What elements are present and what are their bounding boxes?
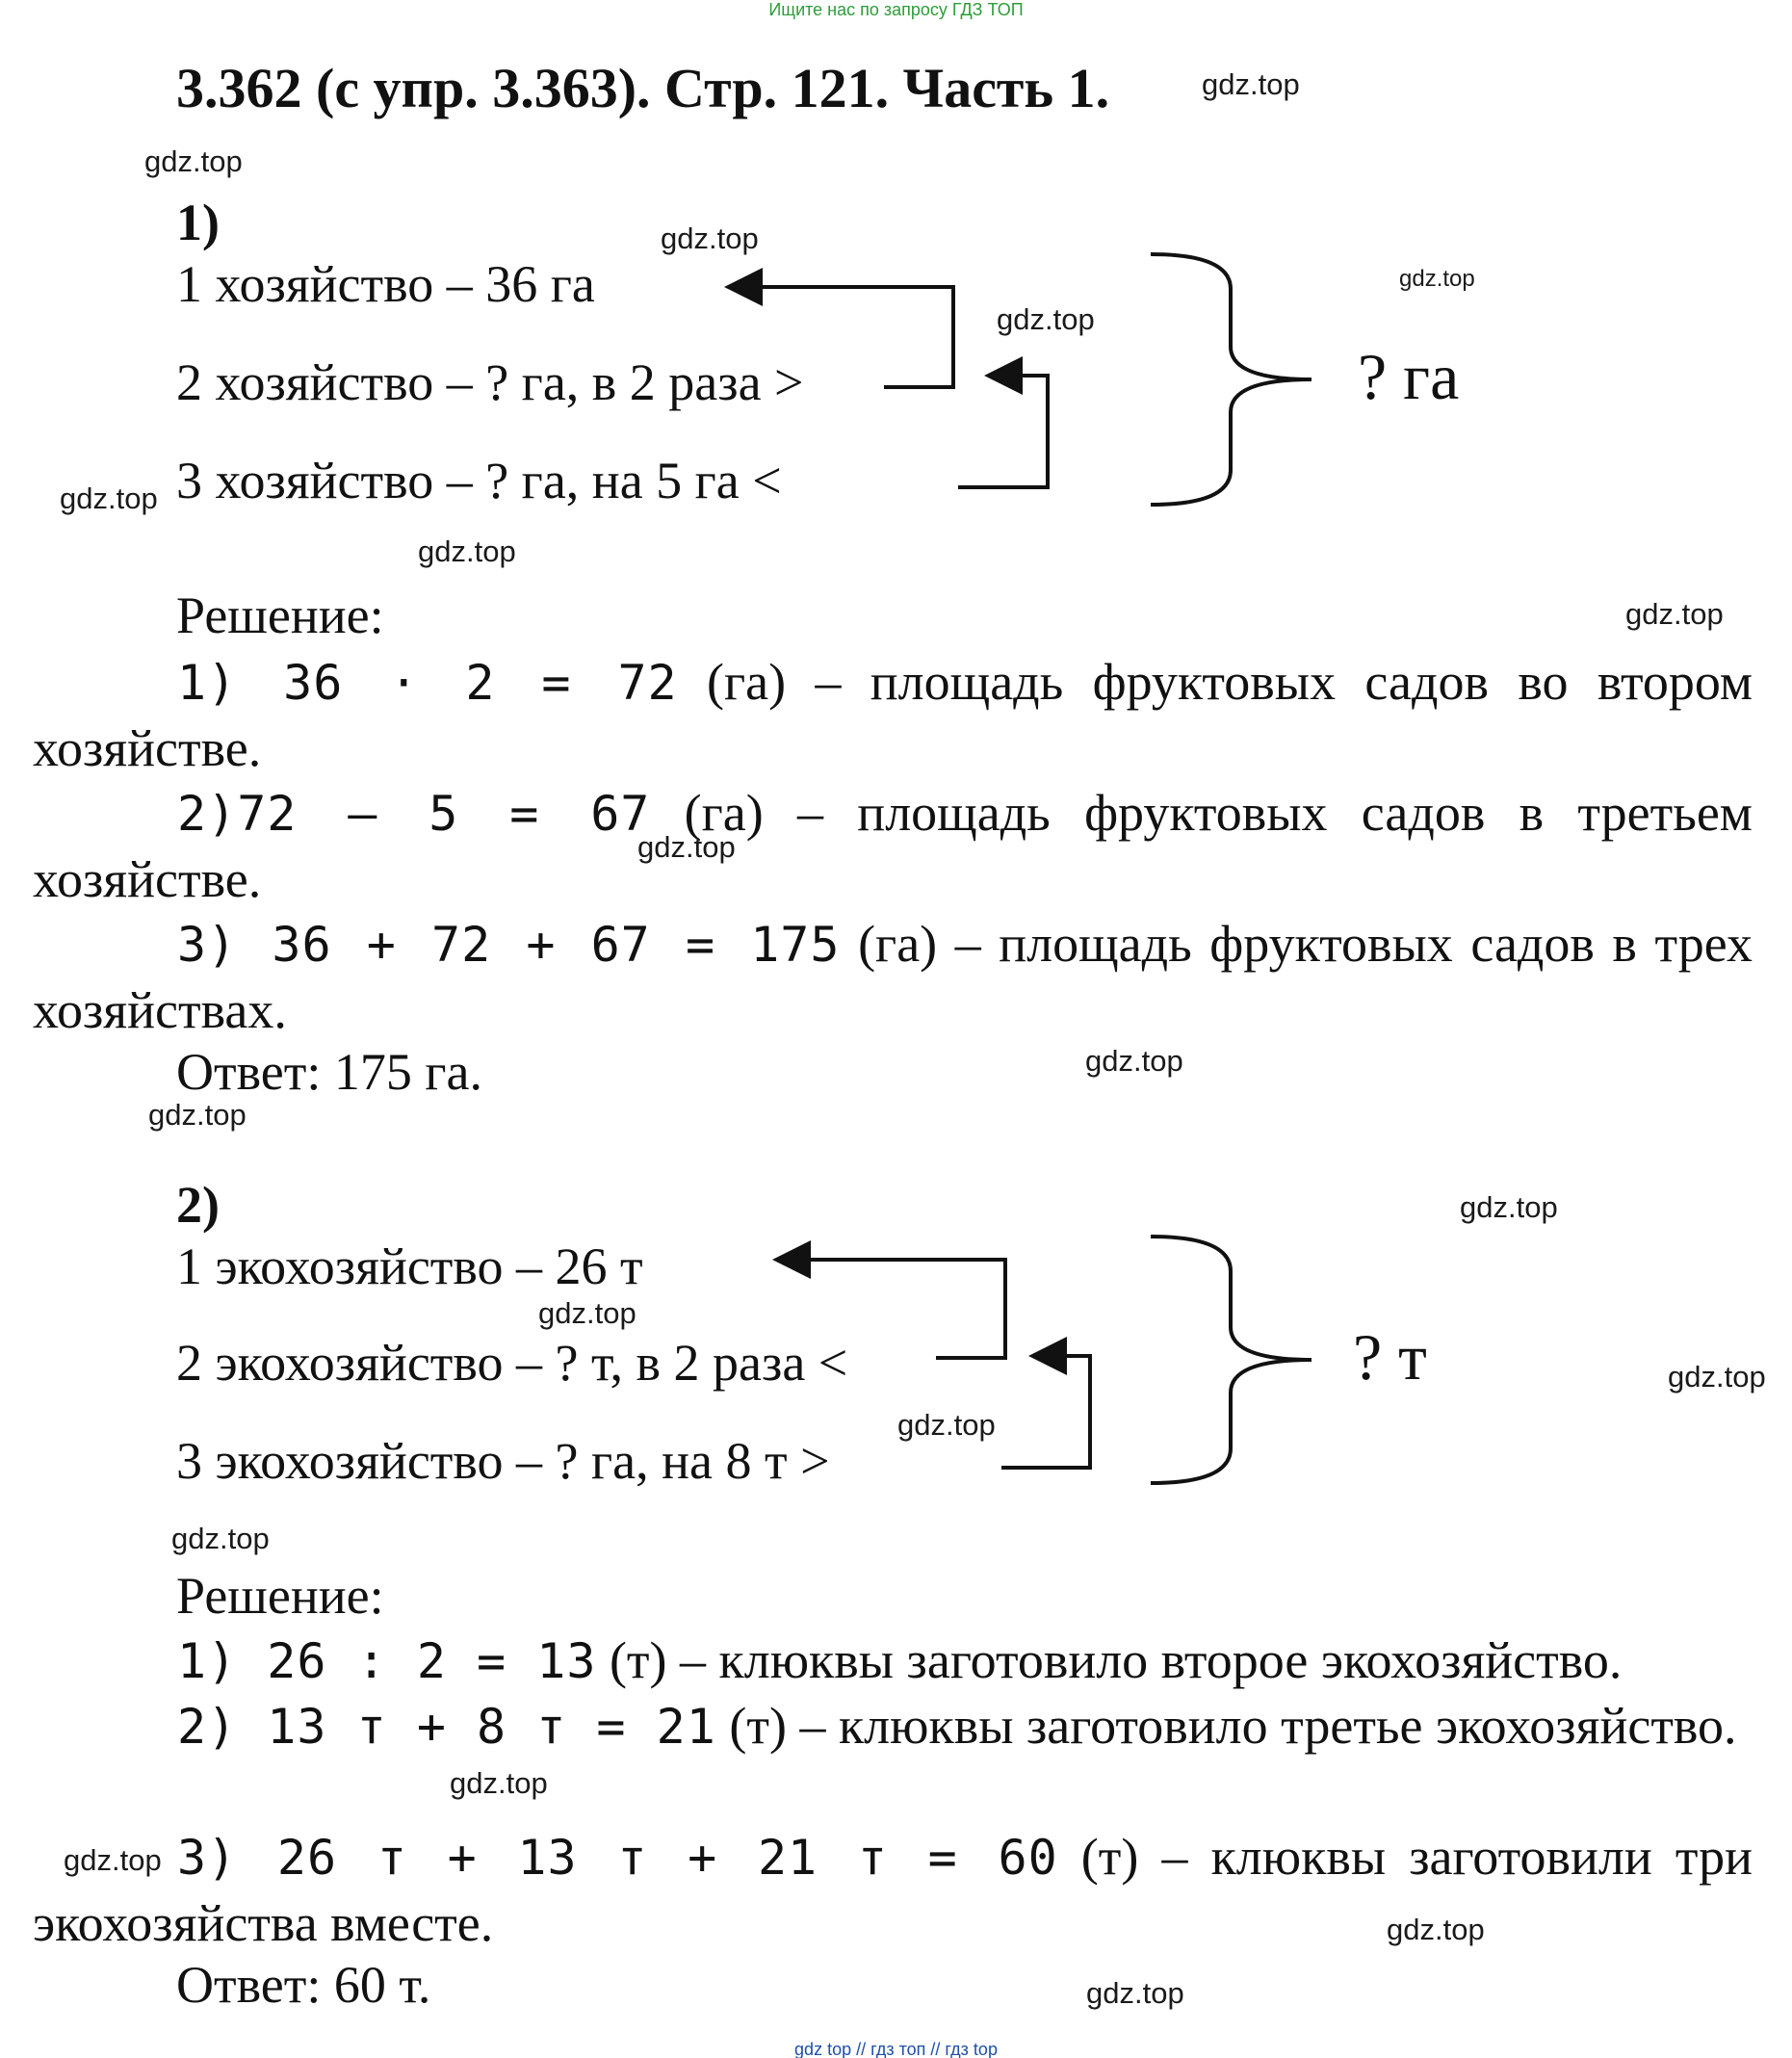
part2-solution-label: Решение: (176, 1567, 384, 1625)
part2-step-1-text: – клюквы заготовило второе экохозяйство. (666, 1631, 1623, 1689)
part1-solution-label: Решение: (176, 586, 384, 644)
watermark: gdz.top (1668, 1360, 1766, 1394)
watermark: gdz.top (148, 1098, 247, 1132)
watermark: gdz.top (1086, 1976, 1184, 2010)
watermark: gdz.top (1399, 266, 1475, 292)
part1-answer: Ответ: 175 га. (176, 1043, 482, 1101)
part1-step-3-unit: (га) (840, 915, 938, 973)
watermark: gdz.top (1460, 1190, 1558, 1224)
part2-step-3-text: – клюквы заготовили три экохозяйства вместе. (33, 1828, 1753, 1952)
watermark: gdz.top (637, 830, 736, 864)
watermark: gdz.top (60, 482, 158, 515)
part2-step-1-expr: 1) 26 : 2 = 13 (177, 1633, 597, 1689)
part1-label: 1) (176, 194, 220, 251)
part1-arrow-2-to-1 (732, 287, 953, 387)
part2-step-2-expr: 2) 13 т + 8 т = 21 (177, 1699, 716, 1755)
part1-step-3-expr: 3) 36 + 72 + 67 = 175 (177, 917, 841, 973)
part2-arrow-2-to-1 (780, 1260, 1005, 1358)
watermark: gdz.top (450, 1766, 548, 1800)
watermark: gdz.top (418, 534, 516, 568)
watermark: gdz.top (997, 302, 1095, 336)
watermark: gdz.top (661, 221, 759, 255)
part2-step-3-unit: (т) (1057, 1828, 1139, 1886)
part2-total-question: ? т (1353, 1320, 1427, 1394)
part2-condition-2: 2 экохозяйство – ? т, в 2 раза < (176, 1334, 848, 1392)
part2-label: 2) (176, 1176, 220, 1234)
watermark: gdz.top (538, 1296, 636, 1330)
part2-condition-1: 1 экохозяйство – 26 т (176, 1237, 643, 1295)
watermark: gdz.top (1085, 1044, 1183, 1078)
part1-step-2-expr: 2)72 – 5 = 67 (177, 786, 651, 842)
part2-answer: Ответ: 60 т. (176, 1956, 431, 2014)
part1-step-2-unit: (га) (650, 784, 764, 842)
bottom-banner[interactable]: gdz top // гдз топ // гдз top (794, 2040, 998, 2058)
part2-step-3-expr: 3) 26 т + 13 т + 21 т = 60 (177, 1830, 1058, 1886)
watermark: gdz.top (1202, 67, 1300, 101)
part2-arrow-3-to-2 (1001, 1356, 1090, 1468)
watermark: gdz.top (171, 1522, 270, 1555)
watermark: gdz.top (144, 144, 243, 178)
part1-step-1-expr: 1) 36 · 2 = 72 (177, 655, 678, 711)
page-title: 3.362 (с упр. 3.363). Стр. 121. Часть 1. (176, 57, 1110, 119)
part1-step-1-text: – площадь фруктовых садов во втором хозяйстве. (33, 653, 1753, 777)
part1-condition-1: 1 хозяйство – 36 га (176, 255, 595, 313)
part1-condition-3: 3 хозяйство – ? га, на 5 га < (176, 452, 782, 509)
watermark: gdz.top (897, 1408, 996, 1442)
watermark: gdz.top (64, 1843, 162, 1877)
part1-arrow-3-to-2 (958, 376, 1048, 487)
part2-step-2-text: – клюквы заготовило третье экохозяйство. (786, 1697, 1737, 1755)
part2-brace (1151, 1237, 1312, 1483)
part1-total-question: ? га (1358, 340, 1460, 413)
top-banner[interactable]: Ищите нас по запросу ГДЗ ТОП (768, 0, 1024, 19)
part2-condition-3: 3 экохозяйство – ? га, на 8 т > (176, 1432, 830, 1490)
part1-step-1-unit: (га) (677, 653, 787, 711)
part2-step-2-unit: (т) (715, 1697, 787, 1755)
part1-brace (1151, 254, 1312, 505)
part2-step-1-unit: (т) (596, 1631, 667, 1689)
part1-condition-2: 2 хозяйство – ? га, в 2 раза > (176, 353, 804, 411)
watermark: gdz.top (1387, 1913, 1485, 1946)
watermark: gdz.top (1625, 597, 1724, 631)
part1-step-3-text: – площадь фруктовых садов в трех хозяйствах. (33, 915, 1753, 1039)
part1-step-2-text: – площадь фруктовых садов в третьем хозяйстве. (33, 784, 1753, 908)
